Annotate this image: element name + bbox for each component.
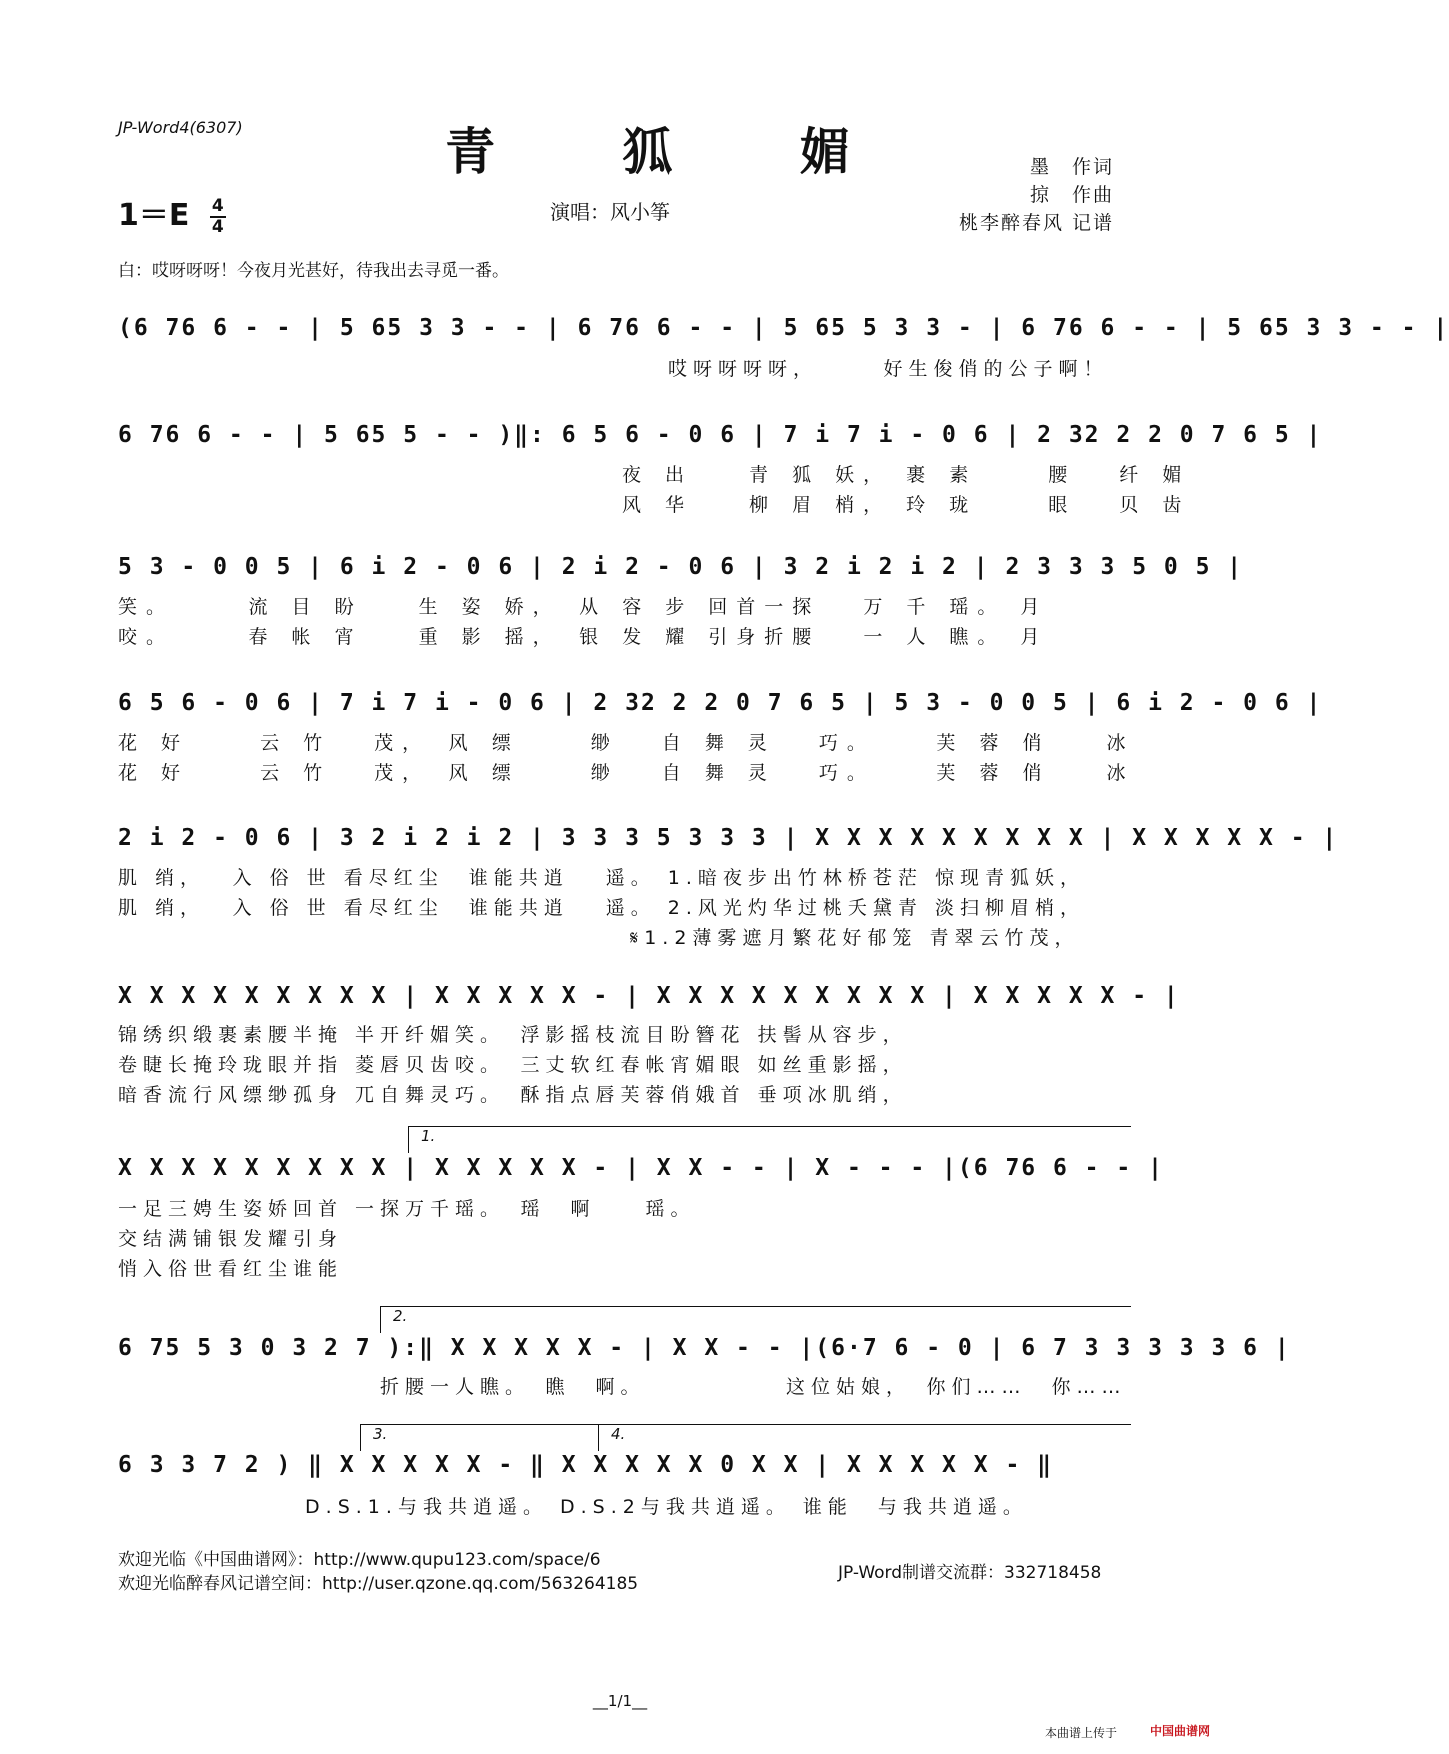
lyrics-row-5-line-3: 𝄋1.2薄雾遮月繁花好郁笼 青翠云竹茂， bbox=[118, 927, 1080, 949]
notation-row-8: 6 75 5 3 0 3 2 7 ):‖ X X X X X - | X X - - |(6·7 6 - 0 | 6 7 3 3 3 3 3 6 | bbox=[118, 1335, 1291, 1361]
time-top: 4 bbox=[211, 195, 224, 216]
time-signature bbox=[210, 195, 226, 237]
singer-credit: 演唱：风小筝 bbox=[550, 200, 670, 224]
software-version: JP-Word4(6307) bbox=[118, 118, 243, 137]
spoken-intro: 白：哎呀呀呀！今夜月光甚好，待我出去寻觅一番。 bbox=[118, 261, 509, 281]
notation-row-4: 6 5 6 - 0 6 | 7 i 7 i - 0 6 | 2 32 2 2 0 7 6 5 | 5 3 - 0 0 5 | 6 i 2 - 0 6 | bbox=[118, 690, 1323, 716]
volta-1: 1. bbox=[408, 1126, 1131, 1153]
footer-link-qzone[interactable]: 欢迎光临醉春风记谱空间：http://user.qzone.qq.com/563264185 bbox=[118, 1574, 639, 1594]
lyrics-row-3-line-2: 咬。 春 帐 宵 重 影 摇， 银 发 耀 引身折腰 一 人 瞧。 月 bbox=[118, 626, 1049, 648]
volta-3: 3. bbox=[360, 1424, 608, 1451]
footer-links bbox=[118, 1548, 638, 1596]
composer-credit: 掠 作曲 bbox=[1029, 184, 1114, 206]
song-title: 青 狐 媚 bbox=[445, 122, 905, 181]
key-label: 1＝E bbox=[118, 198, 190, 233]
lyrics-row-5-line-2: 肌 绡， 入 俗 世 看尽红尘 谁能共逍 遥。 2.风光灼华过桃夭黛青 淡扫柳眉梢， bbox=[118, 897, 1085, 919]
lyrics-row-9-line-1: D.S.1.与我共逍遥。 D.S.2与我共逍遥。 谁能 与我共逍遥。 bbox=[118, 1496, 1028, 1518]
lyrics-row-7-line-2: 交结满铺银发耀引身 bbox=[118, 1228, 344, 1250]
lyrics-row-6-line-2: 卷睫长掩玲珑眼并指 菱唇贝齿咬。 三丈软红春帐宵媚眼 如丝重影摇， bbox=[118, 1054, 908, 1076]
lyrics-row-6-line-1: 锦绣织缎裹素腰半掩 半开纤媚笑。 浮影摇枝流目盼簪花 扶髻从容步， bbox=[118, 1024, 908, 1046]
lyrics-row-7-line-3: 悄入俗世看红尘谁能 bbox=[118, 1258, 344, 1280]
notation-row-5: 2 i 2 - 0 6 | 3 2 i 2 i 2 | 3 3 3 5 3 3 3 | X X X X X X X X X | X X X X X - | bbox=[118, 825, 1339, 851]
qq-group: JP-Word制谱交流群：332718458 bbox=[838, 1563, 1102, 1583]
notation-row-7: X X X X X X X X X | X X X X X - | X X - - | X - - - |(6 76 6 - - | bbox=[118, 1155, 1164, 1181]
site-logo: 中国曲谱网 bbox=[1150, 1724, 1211, 1738]
volta-2: 2. bbox=[380, 1306, 1131, 1333]
lyrics-row-4-line-1: 花 好 云 竹 茂， 风 缥 缈 自 舞 灵 巧。 芙 蓉 俏 冰 bbox=[118, 732, 1135, 754]
lyrics-row-8-line-1: 折腰一人瞧。 瞧 啊。 这位姑娘， 你们…… 你…… bbox=[118, 1376, 1127, 1398]
time-bottom: 4 bbox=[211, 216, 224, 237]
upload-note: 本曲谱上传于 bbox=[1045, 1726, 1118, 1740]
lyrics-row-1-line-1: 哎呀呀呀呀， 好生俊俏的公子啊！ bbox=[118, 358, 1109, 380]
lyrics-row-4-line-2: 花 好 云 竹 茂， 风 缥 缈 自 舞 灵 巧。 芙 蓉 俏 冰 bbox=[118, 762, 1135, 784]
key-signature bbox=[118, 190, 226, 236]
lyrics-row-2-line-1: 夜 出 青 狐 妖， 裹 素 腰 纤 媚 bbox=[118, 464, 1191, 486]
lyrics-row-2-line-2: 风 华 柳 眉 梢， 玲 珑 眼 贝 齿 bbox=[118, 494, 1191, 516]
notation-row-2: 6 76 6 - - | 5 65 5 - - )‖: 6 5 6 - 0 6 | 7 i 7 i - 0 6 | 2 32 2 2 0 7 6 5 | bbox=[118, 422, 1323, 448]
lyrics-row-5-line-1: 肌 绡， 入 俗 世 看尽红尘 谁能共逍 遥。 1.暗夜步出竹林桥苍茫 惊现青狐妖， bbox=[118, 867, 1085, 889]
volta-4: 4. bbox=[598, 1424, 1131, 1451]
notation-row-1: (6 76 6 - - | 5 65 3 3 - - | 6 76 6 - - | 5 65 5 3 3 - | 6 76 6 - - | 5 65 3 3 - - | bbox=[118, 315, 1449, 341]
notation-row-6: X X X X X X X X X | X X X X X - | X X X X X X X X X | X X X X X - | bbox=[118, 983, 1180, 1009]
page-number: __1/1__ bbox=[592, 1692, 648, 1710]
lyricist-credit: 墨 作词 bbox=[1029, 156, 1114, 178]
transcriber-credit: 桃李醉春风 记谱 bbox=[958, 212, 1114, 234]
notation-row-9: 6 3 3 7 2 ) ‖ X X X X X - ‖ X X X X X 0 X X | X X X X X - ‖ bbox=[118, 1452, 1053, 1478]
footer-link-qupu[interactable]: 欢迎光临《中国曲谱网》：http://www.qupu123.com/space/6 bbox=[118, 1550, 601, 1570]
lyrics-row-3-line-1: 笑。 流 目 盼 生 姿 娇， 从 容 步 回首一探 万 千 瑶。 月 bbox=[118, 596, 1049, 618]
lyrics-row-7-line-1: 一足三娉生姿娇回首 一探万千瑶。 瑶 啊 瑶。 bbox=[118, 1198, 696, 1220]
lyrics-row-6-line-3: 暗香流行风缥缈孤身 兀自舞灵巧。 酥指点唇芙蓉俏娥首 垂项冰肌绡， bbox=[118, 1084, 908, 1106]
notation-row-3: 5 3 - 0 0 5 | 6 i 2 - 0 6 | 2 i 2 - 0 6 | 3 2 i 2 i 2 | 2 3 3 3 5 0 5 | bbox=[118, 554, 1244, 580]
